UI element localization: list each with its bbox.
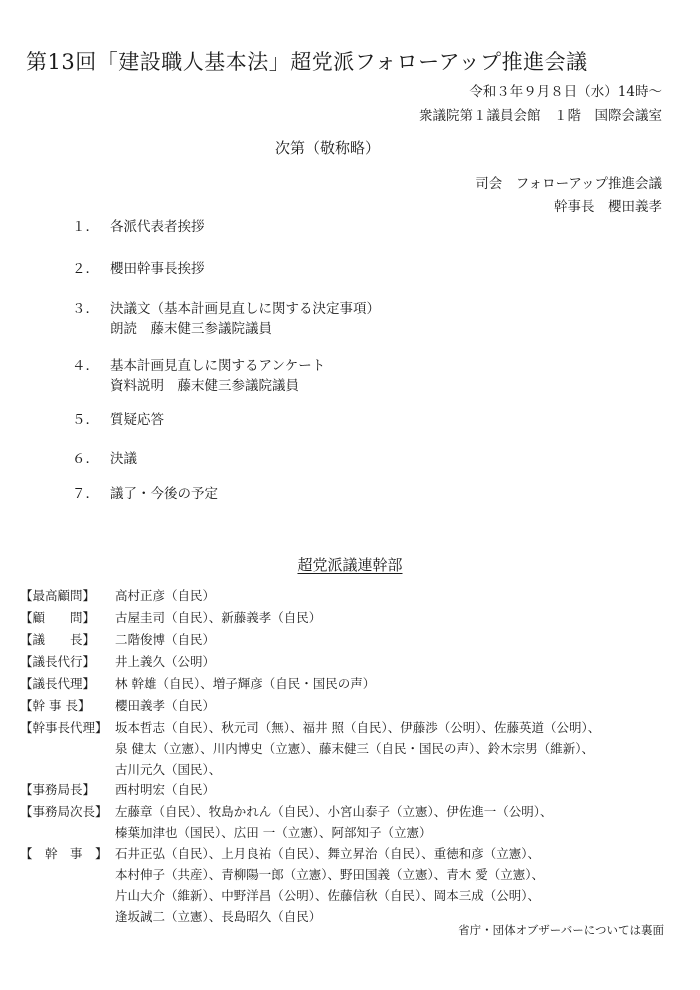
exec-members: 井上義久（公明）	[115, 654, 216, 669]
agenda-item-number: ３．	[72, 301, 99, 317]
exec-role: 【幹事長代理】	[20, 720, 108, 735]
exec-members: 西村明宏（自民）	[115, 782, 216, 797]
exec-role: 【議長代理】	[20, 676, 96, 691]
agenda-item-number: ２．	[72, 261, 99, 277]
exec-members: 古屋圭司（自民）、新藤義孝（自民）	[115, 610, 322, 625]
exec-role: 【事務局次長】	[20, 804, 108, 819]
agenda-item-text: 櫻田幹事長挨拶	[110, 261, 205, 277]
chair-line-2: 幹事長 櫻田義孝	[554, 199, 662, 215]
exec-role: 【顧 問】	[20, 610, 96, 625]
exec-role: 【 幹 事 】	[20, 846, 108, 861]
meeting-title: 第13回「建設職人基本法」超党派フォローアップ推進会議	[26, 50, 588, 74]
meeting-venue: 衆議院第１議員会館 １階 国際会議室	[419, 108, 662, 124]
agenda-item-subtext: 朗読 藤末健三参議院議員	[110, 321, 272, 337]
exec-members: 二階俊博（自民）	[115, 632, 216, 647]
exec-role: 【最高顧問】	[20, 588, 96, 603]
executives-heading	[0, 554, 700, 575]
exec-members: 泉 健太（立憲）、川内博史（立憲）、藤末健三（自民・国民の声）、鈴木宗男（維新）、	[115, 741, 594, 756]
agenda-item-text: 決議文（基本計画見直しに関する決定事項）	[110, 301, 380, 317]
exec-members: 片山大介（維新）、中野洋昌（公明）、佐藤信秋（自民）、岡本三成（公明）、	[115, 888, 541, 903]
agenda-item-text: 各派代表者挨拶	[110, 219, 205, 235]
meeting-date: 令和３年９月８日（水）14時～	[469, 84, 662, 100]
footer-note: 省庁・団体オブザーバーについては裏面	[458, 923, 664, 937]
agenda-heading: 次第（敬称略）	[275, 139, 381, 157]
agenda-item-text: 決議	[110, 451, 137, 467]
exec-role: 【議 長】	[20, 632, 96, 647]
agenda-item-number: ６．	[72, 451, 99, 467]
exec-members: 榛葉加津也（国民）、広田 一（立憲）、阿部知子（立憲）	[115, 825, 432, 840]
exec-role: 【幹 事 長】	[20, 698, 91, 713]
exec-members: 高村正彦（自民）	[115, 588, 216, 603]
exec-members: 石井正弘（自民）、上月良祐（自民）、舞立昇治（自民）、重徳和彦（立憲）、	[115, 846, 541, 861]
exec-members: 古川元久（国民）、	[115, 762, 222, 777]
agenda-item-number: ７．	[72, 486, 99, 502]
exec-members: 本村伸子（共産）、青柳陽一郎（立憲）、野田国義（立憲）、青木 愛（立憲）、	[115, 867, 544, 882]
exec-members: 櫻田義孝（自民）	[115, 698, 216, 713]
agenda-item-text: 基本計画見直しに関するアンケート	[110, 358, 326, 374]
agenda-item-text: 質疑応答	[110, 412, 164, 428]
exec-members: 逢坂誠二（立憲）、長島昭久（自民）	[115, 909, 322, 924]
chair-line-1: 司会 フォローアップ推進会議	[475, 176, 662, 192]
exec-members: 林 幹雄（自民）、増子輝彦（自民・国民の声）	[115, 676, 376, 691]
exec-members: 左藤章（自民）、牧島かれん（自民）、小宮山泰子（立憲）、伊佐進一（公明）、	[115, 804, 553, 819]
exec-role: 【事務局長】	[20, 782, 96, 797]
agenda-item-number: ４．	[72, 358, 99, 374]
exec-role: 【議長代行】	[20, 654, 96, 669]
agenda-item-text: 議了・今後の予定	[110, 486, 218, 502]
exec-members: 坂本哲志（自民）、秋元司（無）、福井 照（自民）、伊藤渉（公明）、佐藤英道（公明）、	[115, 720, 601, 735]
agenda-item-subtext: 資料説明 藤末健三参議院議員	[110, 378, 299, 394]
agenda-item-number: １．	[72, 219, 99, 235]
executives-heading-text: 超党派議連幹部	[297, 556, 403, 574]
agenda-item-number: ５．	[72, 412, 99, 428]
